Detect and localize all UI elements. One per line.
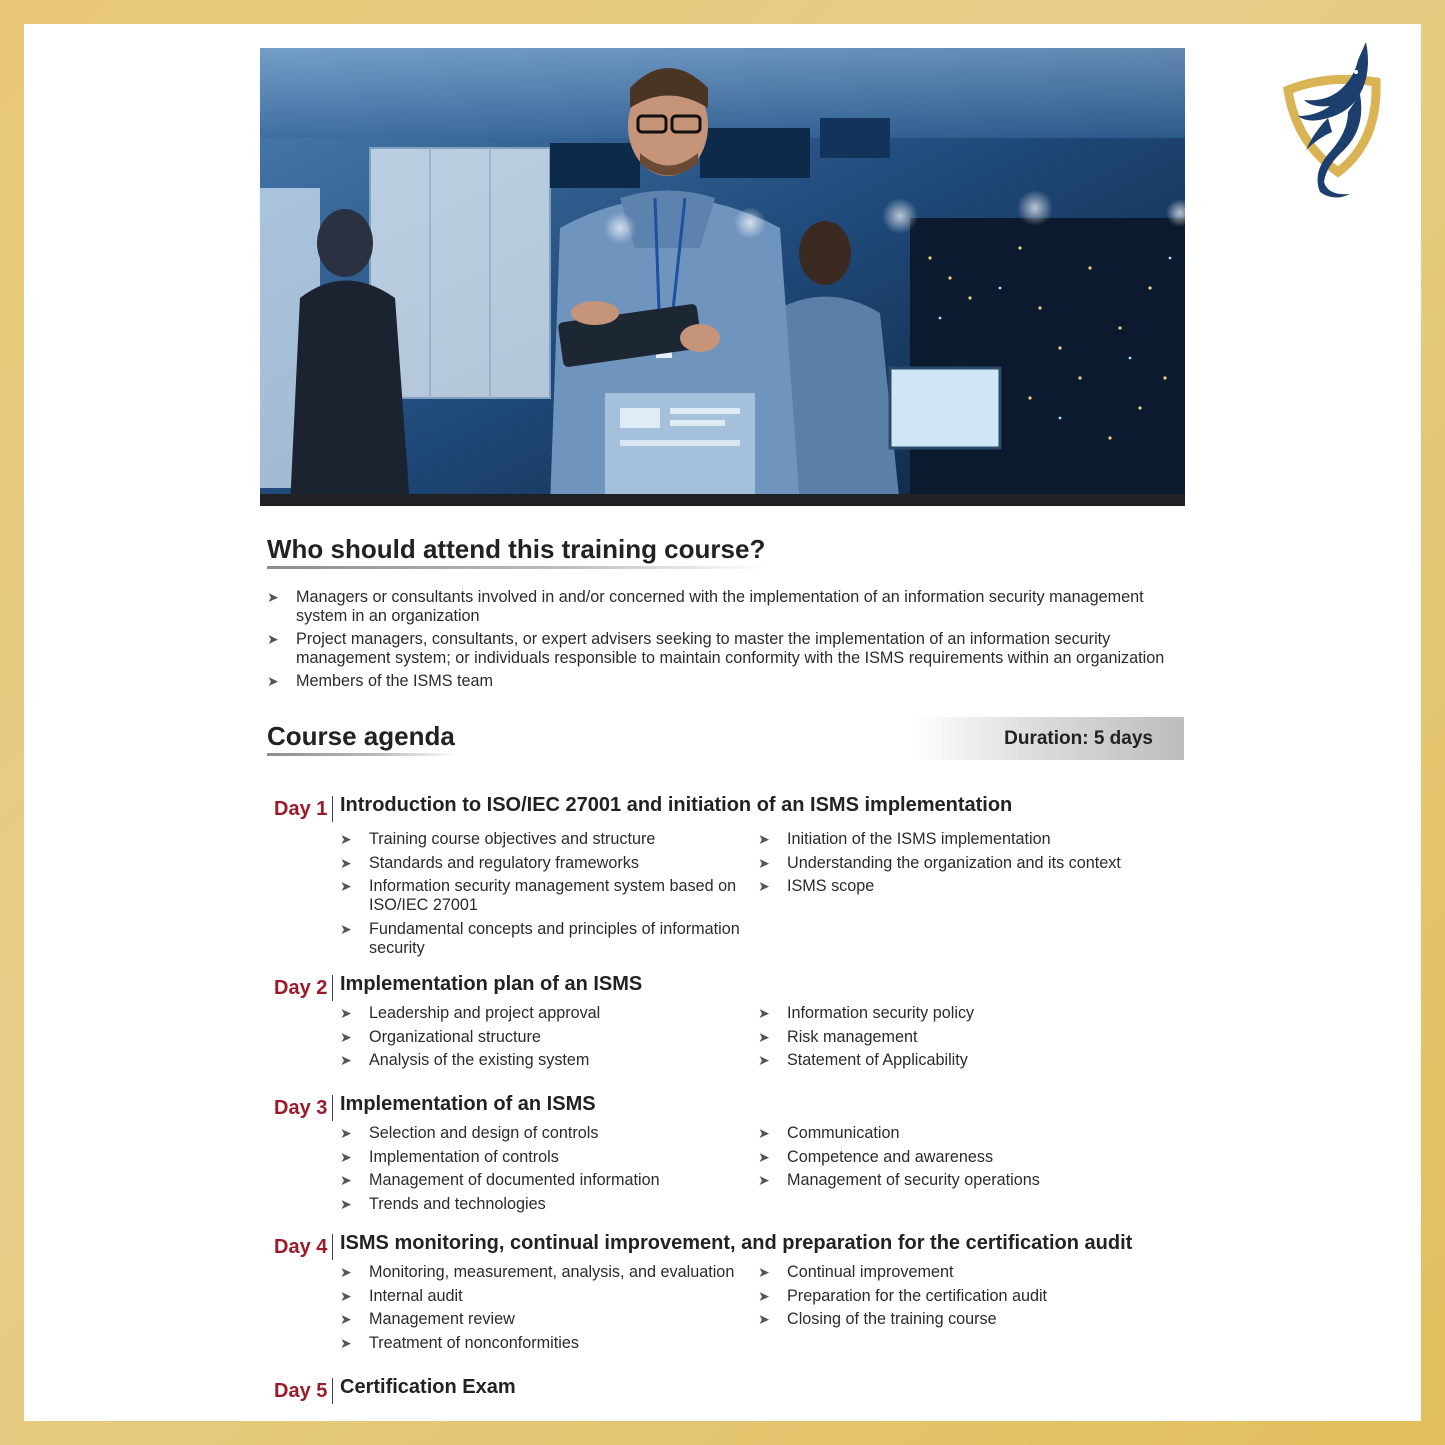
list-item-text: Information security policy <box>787 1004 975 1022</box>
day-4-topics-left <box>340 1263 748 1357</box>
arrow-bullet-icon: ➤ <box>267 589 279 605</box>
day-label: Day 2 <box>274 977 328 999</box>
agenda-title-underline <box>267 753 457 756</box>
arrow-bullet-icon: ➤ <box>340 1311 352 1328</box>
arrow-bullet-icon: ➤ <box>340 920 352 937</box>
list-item-text: Managers or consultants involved in and/or concerned with the implementation of an information security management system in an organization <box>296 588 1144 625</box>
duration-text: Duration: 5 days <box>1004 728 1153 749</box>
list-item <box>340 1028 748 1047</box>
day-title: Implementation of an ISMS <box>340 1093 596 1115</box>
list-item-text: Understanding the organization and its context <box>787 853 1121 872</box>
day-divider <box>332 796 333 822</box>
arrow-bullet-icon: ➤ <box>340 1287 352 1304</box>
list-item <box>340 1310 748 1329</box>
data-center-engineers-photo <box>260 48 1185 506</box>
list-item-text: Information security management system based on ISO/IEC 27001 <box>369 877 737 915</box>
list-item <box>340 1004 748 1023</box>
day-divider <box>332 975 333 1001</box>
arrow-bullet-icon: ➤ <box>758 1264 770 1280</box>
list-item-text: Internal audit <box>369 1286 463 1305</box>
list-item-text: Members of the ISMS team <box>296 672 494 690</box>
duration-badge <box>914 717 1184 760</box>
brochure-page <box>24 24 1421 1421</box>
list-item <box>340 1263 748 1282</box>
list-item <box>340 920 748 958</box>
list-item-text: Leadership and project approval <box>369 1004 601 1022</box>
arrow-bullet-icon: ➤ <box>758 1287 770 1304</box>
list-item <box>758 877 1166 896</box>
list-item-text: Analysis of the existing system <box>369 1051 590 1070</box>
day-divider <box>332 1234 333 1260</box>
list-item-text: Project managers, consultants, or expert advisers seeking to master the implementation of an information security management system; or individuals responsible to maintain conformity with the ISMS requirements within an organization <box>296 630 1165 667</box>
hero-photo <box>260 48 1185 506</box>
arrow-bullet-icon: ➤ <box>340 854 352 871</box>
arrow-bullet-icon: ➤ <box>340 1195 352 1212</box>
list-item-text: Standards and regulatory frameworks <box>369 853 639 872</box>
list-item-text: Communication <box>787 1124 900 1142</box>
list-item-text: Implementation of controls <box>369 1147 559 1166</box>
list-item-text: Statement of Applicability <box>787 1051 968 1070</box>
list-item <box>340 877 748 915</box>
arrow-bullet-icon: ➤ <box>340 1028 352 1045</box>
day-label: Day 4 <box>274 1236 328 1258</box>
day-title: Certification Exam <box>340 1376 516 1398</box>
list-item-text: Competence and awareness <box>787 1147 994 1166</box>
list-item <box>758 1051 1166 1070</box>
arrow-bullet-icon: ➤ <box>758 1125 770 1141</box>
arrow-bullet-icon: ➤ <box>267 631 279 647</box>
list-item <box>340 1334 748 1353</box>
day-divider <box>332 1378 333 1404</box>
arrow-bullet-icon: ➤ <box>267 673 279 689</box>
list-item <box>758 1148 1166 1167</box>
arrow-bullet-icon: ➤ <box>340 1148 352 1165</box>
list-item <box>758 1028 1166 1047</box>
arrow-bullet-icon: ➤ <box>340 1264 352 1280</box>
list-item-text: Initiation of the ISMS implementation <box>787 830 1051 848</box>
arrow-bullet-icon: ➤ <box>340 1052 352 1069</box>
list-item-text: Management of documented information <box>369 1171 660 1190</box>
list-item <box>267 672 1187 691</box>
list-item <box>340 1287 748 1306</box>
list-item-text: Treatment of nonconformities <box>369 1333 579 1352</box>
list-item-text: Monitoring, measurement, analysis, and evaluation <box>369 1263 735 1281</box>
arrow-bullet-icon: ➤ <box>758 1052 770 1069</box>
day-3-topics-left <box>340 1124 748 1218</box>
list-item <box>758 1263 1166 1282</box>
list-item-text: Management review <box>369 1310 515 1329</box>
list-item <box>340 854 748 873</box>
day-title: Implementation plan of an ISMS <box>340 973 643 995</box>
list-item <box>340 1051 748 1070</box>
list-item-text: Continual improvement <box>787 1263 954 1281</box>
arrow-bullet-icon: ➤ <box>340 878 352 895</box>
arrow-bullet-icon: ➤ <box>758 1148 770 1165</box>
arrow-bullet-icon: ➤ <box>758 878 770 895</box>
list-item <box>758 1124 1166 1143</box>
list-item-text: Organizational structure <box>369 1027 541 1046</box>
day-title: Introduction to ISO/IEC 27001 and initiation of an ISMS implementation <box>340 794 1013 816</box>
day-label: Day 1 <box>274 798 328 820</box>
list-item-text: Preparation for the certification audit <box>787 1286 1048 1305</box>
list-item-text: Risk management <box>787 1027 918 1046</box>
list-item-text: Training course objectives and structure <box>369 830 656 848</box>
day-3-topics-right <box>758 1124 1166 1195</box>
arrow-bullet-icon: ➤ <box>758 1172 770 1189</box>
arrow-bullet-icon: ➤ <box>758 1028 770 1045</box>
list-item <box>340 830 748 849</box>
list-item <box>758 1287 1166 1306</box>
day-label: Day 5 <box>274 1380 328 1402</box>
list-item-text: Selection and design of controls <box>369 1124 599 1142</box>
list-item <box>267 630 1187 668</box>
arrow-bullet-icon: ➤ <box>758 854 770 871</box>
arrow-bullet-icon: ➤ <box>340 831 352 847</box>
list-item-text: Fundamental concepts and principles of information security <box>369 919 740 957</box>
list-item <box>758 1171 1166 1190</box>
attend-list <box>267 588 1187 695</box>
list-item <box>340 1124 748 1143</box>
list-item <box>340 1195 748 1214</box>
agenda-title: Course agenda <box>267 721 455 751</box>
arrow-bullet-icon: ➤ <box>340 1125 352 1141</box>
dragon-shield-icon <box>1268 32 1388 202</box>
list-item-text: Closing of the training course <box>787 1310 997 1329</box>
list-item <box>758 854 1166 873</box>
day-4-topics-right <box>758 1263 1166 1334</box>
arrow-bullet-icon: ➤ <box>340 1334 352 1351</box>
list-item <box>758 1310 1166 1329</box>
list-item <box>267 588 1187 626</box>
day-2-topics-left <box>340 1004 748 1075</box>
arrow-bullet-icon: ➤ <box>340 1172 352 1189</box>
list-item-text: Management of security operations <box>787 1171 1040 1190</box>
dragon-shield-logo <box>1268 32 1388 202</box>
arrow-bullet-icon: ➤ <box>758 1311 770 1328</box>
attend-title-underline <box>267 566 767 569</box>
attend-title: Who should attend this training course? <box>267 534 766 564</box>
day-divider <box>332 1095 333 1121</box>
list-item <box>340 1171 748 1190</box>
day-title: ISMS monitoring, continual improvement, and preparation for the certification audit <box>340 1232 1133 1254</box>
day-1-topics-right <box>758 830 1166 901</box>
day-1-topics-left <box>340 830 748 962</box>
list-item <box>340 1148 748 1167</box>
arrow-bullet-icon: ➤ <box>758 1005 770 1021</box>
day-2-topics-right <box>758 1004 1166 1075</box>
list-item-text: Trends and technologies <box>369 1194 546 1213</box>
arrow-bullet-icon: ➤ <box>340 1005 352 1021</box>
list-item <box>758 830 1166 849</box>
day-label: Day 3 <box>274 1097 328 1119</box>
arrow-bullet-icon: ➤ <box>758 831 770 847</box>
list-item <box>758 1004 1166 1023</box>
list-item-text: ISMS scope <box>787 877 875 896</box>
